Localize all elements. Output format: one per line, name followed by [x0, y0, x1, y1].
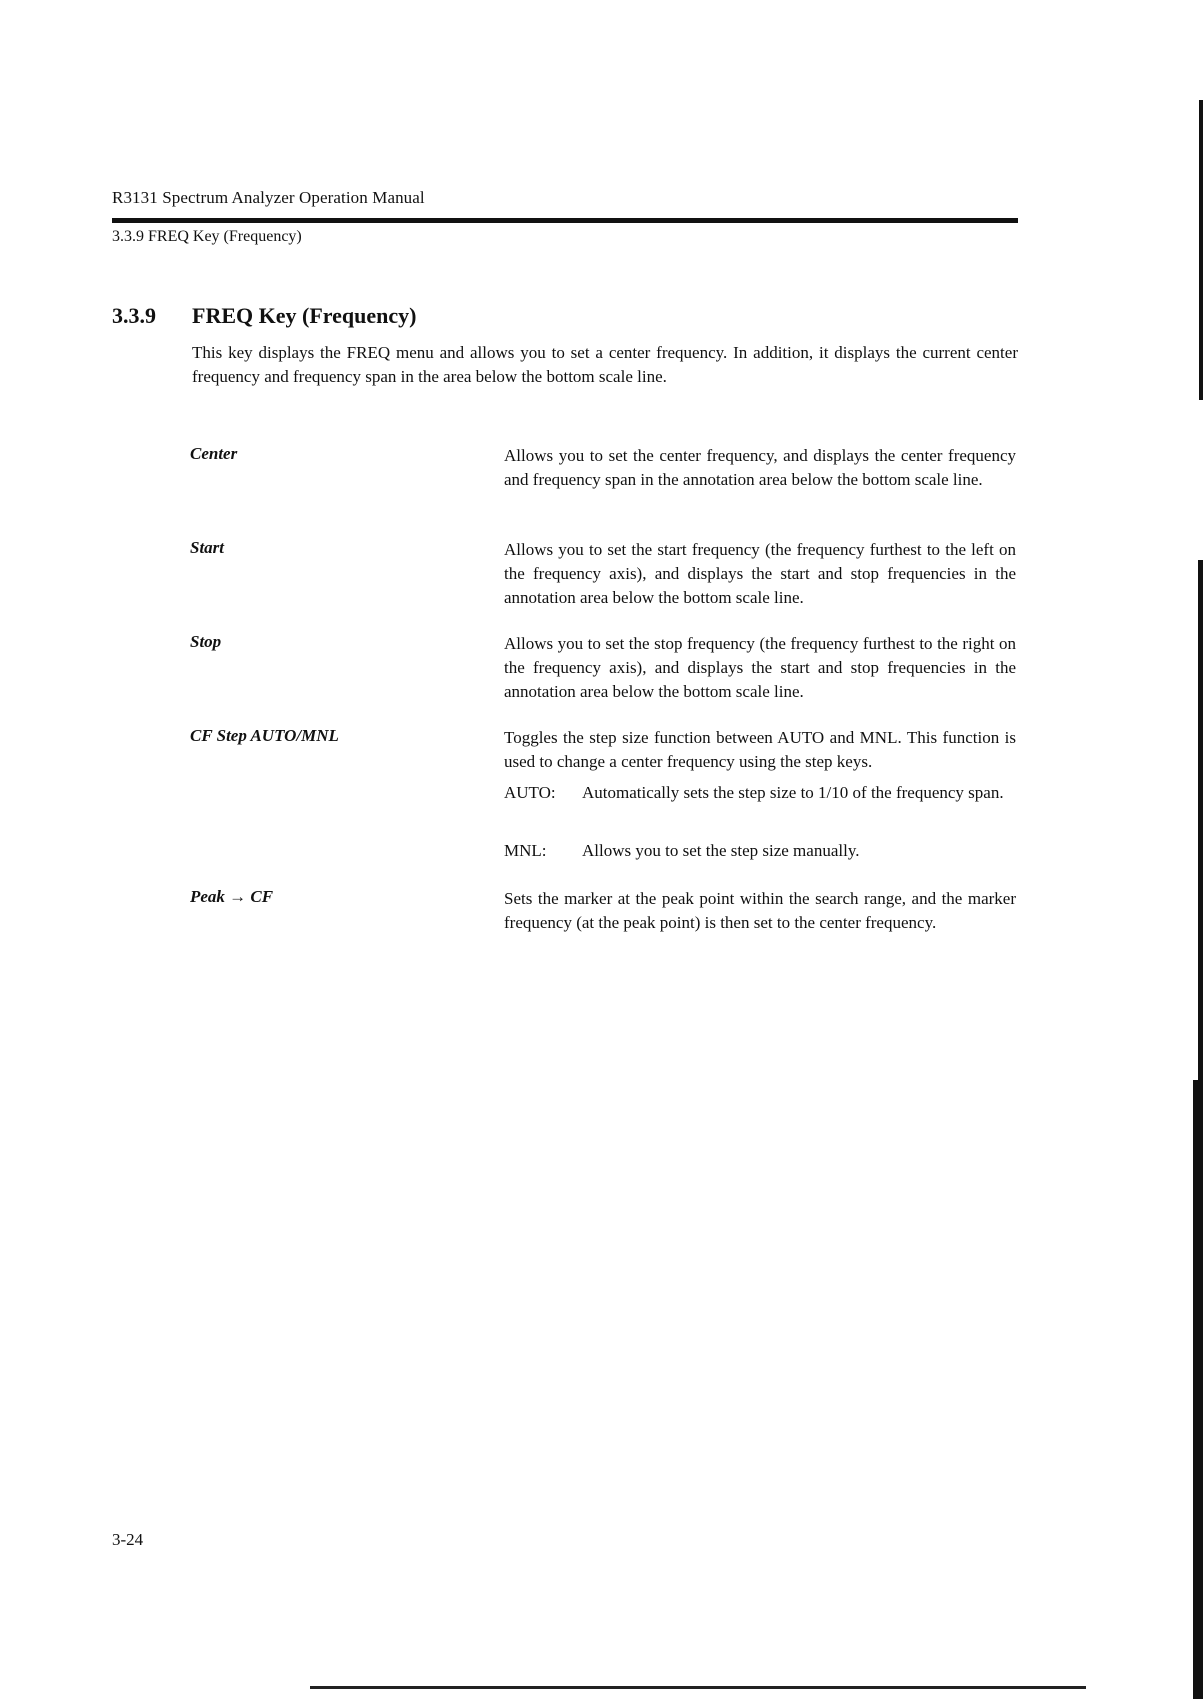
- running-subtitle: 3.3.9 FREQ Key (Frequency): [112, 228, 302, 245]
- scan-edge-mark-bottom: [1193, 1080, 1203, 1699]
- sub-text-auto: Automatically sets the step size to 1/10 of the frequency span.: [582, 783, 1004, 802]
- term-center: Center: [190, 444, 238, 463]
- scan-edge-mark-middle: [1198, 560, 1203, 1080]
- description-center: Allows you to set the center frequency, and displays the center frequency and frequency span in the annotation area below the bottom scale line.: [504, 446, 1016, 489]
- description-cf-step: Toggles the step size function between AUTO and MNL. This function is used to change a center frequency using the step keys.: [504, 728, 1016, 771]
- description-stop: Allows you to set the stop frequency (the frequency furthest to the right on the frequency axis), and displays the start and stop frequencies in the annotation area below the bottom scale line.: [504, 634, 1016, 701]
- sub-label-mnl: MNL:: [504, 841, 547, 860]
- scan-bottom-rule: [310, 1686, 1086, 1689]
- term-peak-cf: Peak → CF: [190, 887, 274, 906]
- term-start: Start: [190, 538, 225, 557]
- header-rule: [112, 218, 1018, 223]
- sub-label-auto: AUTO:: [504, 783, 556, 802]
- term-stop: Stop: [190, 632, 222, 651]
- running-title: R3131 Spectrum Analyzer Operation Manual: [112, 188, 425, 207]
- description-start: Allows you to set the start frequency (the frequency furthest to the left on the frequency axis), and displays the start and stop frequencies in the annotation area below the bottom scale line.: [504, 540, 1016, 607]
- page-number: 3-24: [112, 1530, 144, 1549]
- scan-edge-mark-top: [1199, 100, 1203, 400]
- description-peak-cf: Sets the marker at the peak point within the search range, and the marker frequency (at the peak point) is then set to the center frequency.: [504, 889, 1016, 932]
- section-title: FREQ Key (Frequency): [192, 303, 417, 328]
- section-intro: This key displays the FREQ menu and allows you to set a center frequency. In addition, it displays the current center frequency and frequency span in the area below the bottom scale line.: [192, 343, 1018, 386]
- term-cf-step: CF Step AUTO/MNL: [190, 726, 339, 745]
- sub-text-mnl: Allows you to set the step size manually.: [582, 841, 860, 860]
- section-number: 3.3.9: [112, 303, 156, 328]
